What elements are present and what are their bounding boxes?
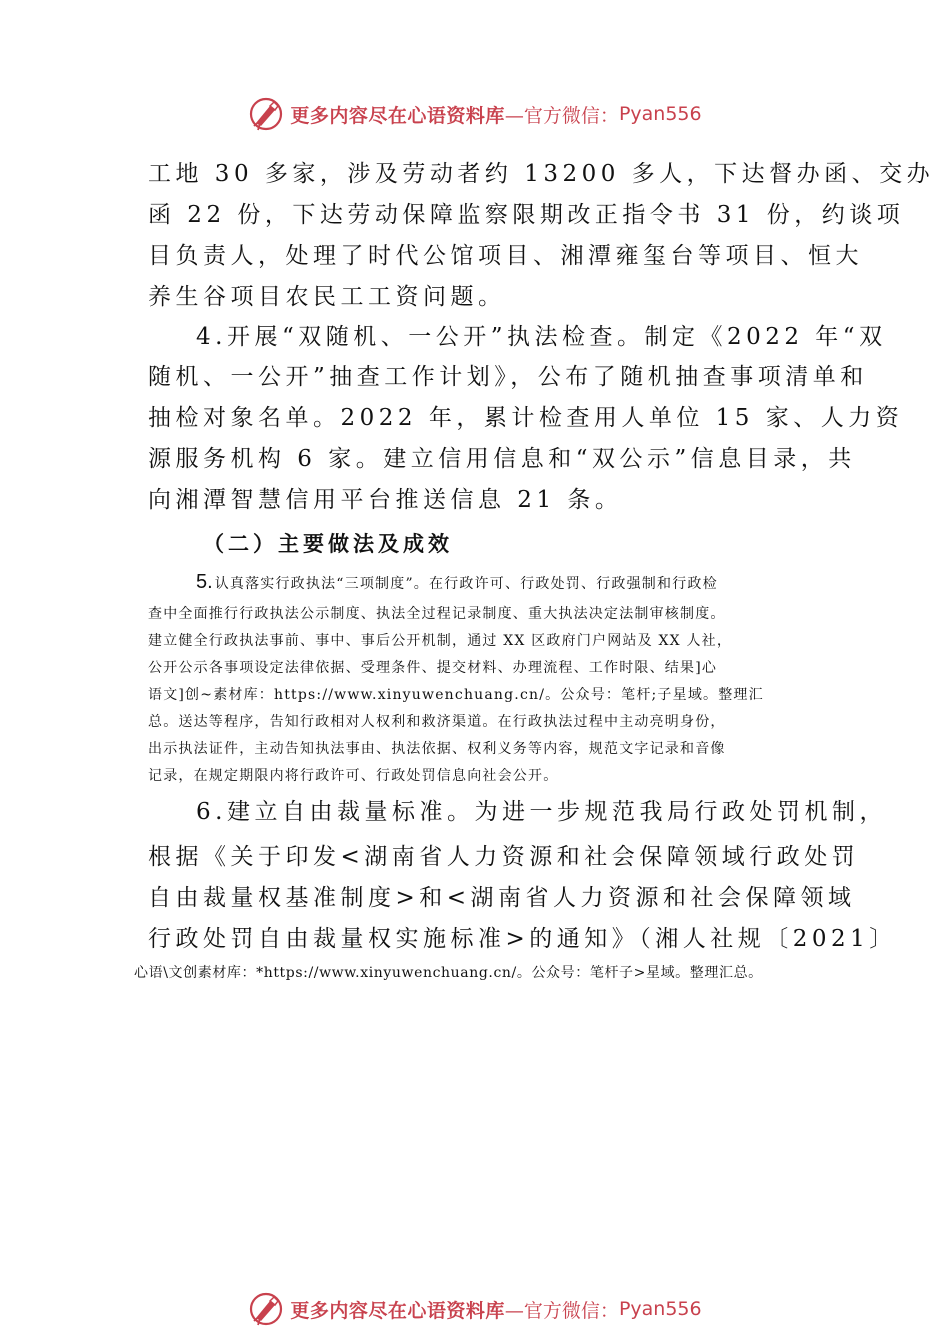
paragraph-line: 源服务机构 6 家。建立信用信息和“双公示”信息目录，共 xyxy=(148,446,856,472)
paragraph-line: 目负责人，处理了时代公馆项目、湘潭雍玺台等项目、恒大 xyxy=(148,243,863,269)
paragraph-line: 出示执法证件，主动告知执法事由、执法依据、权利义务等内容，规范文字记录和音像 xyxy=(148,741,726,757)
paragraph-line: 记录，在规定期限内将行政许可、行政处罚信息向社会公开。 xyxy=(148,768,559,784)
banner-library-name: 更多内容尽在心语资料库 xyxy=(290,104,505,127)
pen-nib-logo-icon xyxy=(248,1291,284,1327)
paragraph-line: 语文]创~素材库：https://www.xinyuwenchuang.cn/。公众号：笔杆;子星域。整理汇 xyxy=(148,687,764,703)
header-banner xyxy=(0,94,950,134)
watermark-note: 心语\文创素材库：*https://www.xinyuwenchuang.cn/。公众号：笔杆子>星域。整理汇总。 xyxy=(134,965,763,981)
paragraph-line: 养生谷项目农民工工资问题。 xyxy=(148,284,506,310)
banner-wechat-label: —官方微信： xyxy=(504,1299,619,1322)
paragraph-line: 向湘潭智慧信用平台推送信息 21 条。 xyxy=(148,487,623,513)
paragraph-line-text: 认真落实行政执法“三项制度”。在行政许可、行政处罚、行政强制和行政检 xyxy=(214,576,718,592)
paragraph-line: 随机、一公开”抽查工作计划》，公布了随机抽查事项清单和 xyxy=(148,364,868,390)
item-number: 5. xyxy=(196,571,213,593)
paragraph-line: 工地 30 多家，涉及劳动者约 13200 多人，下达督办函、交办 xyxy=(148,161,935,187)
paragraph-line: 查中全面推行行政执法公示制度、执法全过程记录制度、重大执法决定法制审核制度。 xyxy=(148,606,726,622)
paragraph-line: 4.开展“双随机、一公开”执法检查。制定《2022 年“双 xyxy=(196,324,887,350)
paragraph-line: 6.建立自由裁量标准。为进一步规范我局行政处罚机制， xyxy=(196,799,887,825)
paragraph-line: 抽检对象名单。2022 年，累计检查用人单位 15 家、人力资 xyxy=(148,405,904,431)
paragraph-line xyxy=(196,571,718,594)
banner-wechat-id: Pyan556 xyxy=(618,1298,702,1320)
paragraph-line: 总。送达等程序，告知行政相对人权利和救济渠道。在行政执法过程中主动亮明身份， xyxy=(148,714,726,730)
pen-nib-logo-icon xyxy=(248,96,284,132)
paragraph-line: 自由裁量权基准制度>和<湖南省人力资源和社会保障领域 xyxy=(148,885,856,911)
section-heading: （二）主要做法及成效 xyxy=(203,531,453,556)
paragraph-line: 函 22 份，下达劳动保障监察限期改正指令书 31 份，约谈项 xyxy=(148,202,905,228)
paragraph-line: 建立健全行政执法事前、事中、事后公开机制，通过 XX 区政府门户网站及 XX 人社， xyxy=(148,633,733,649)
banner-wechat-id: Pyan556 xyxy=(618,103,702,125)
banner-wechat-label: —官方微信： xyxy=(504,104,619,127)
banner-library-name: 更多内容尽在心语资料库 xyxy=(290,1299,505,1322)
footer-banner xyxy=(0,1289,950,1329)
paragraph-line: 公开公示各事项设定法律依据、受理条件、提交材料、办理流程、工作时限、结果]心 xyxy=(148,660,718,676)
paragraph-line: 行政处罚自由裁量权实施标准>的通知》（湘人社规〔2021〕 xyxy=(148,926,897,952)
paragraph-line: 根据《关于印发<湖南省人力资源和社会保障领域行政处罚 xyxy=(148,844,860,870)
